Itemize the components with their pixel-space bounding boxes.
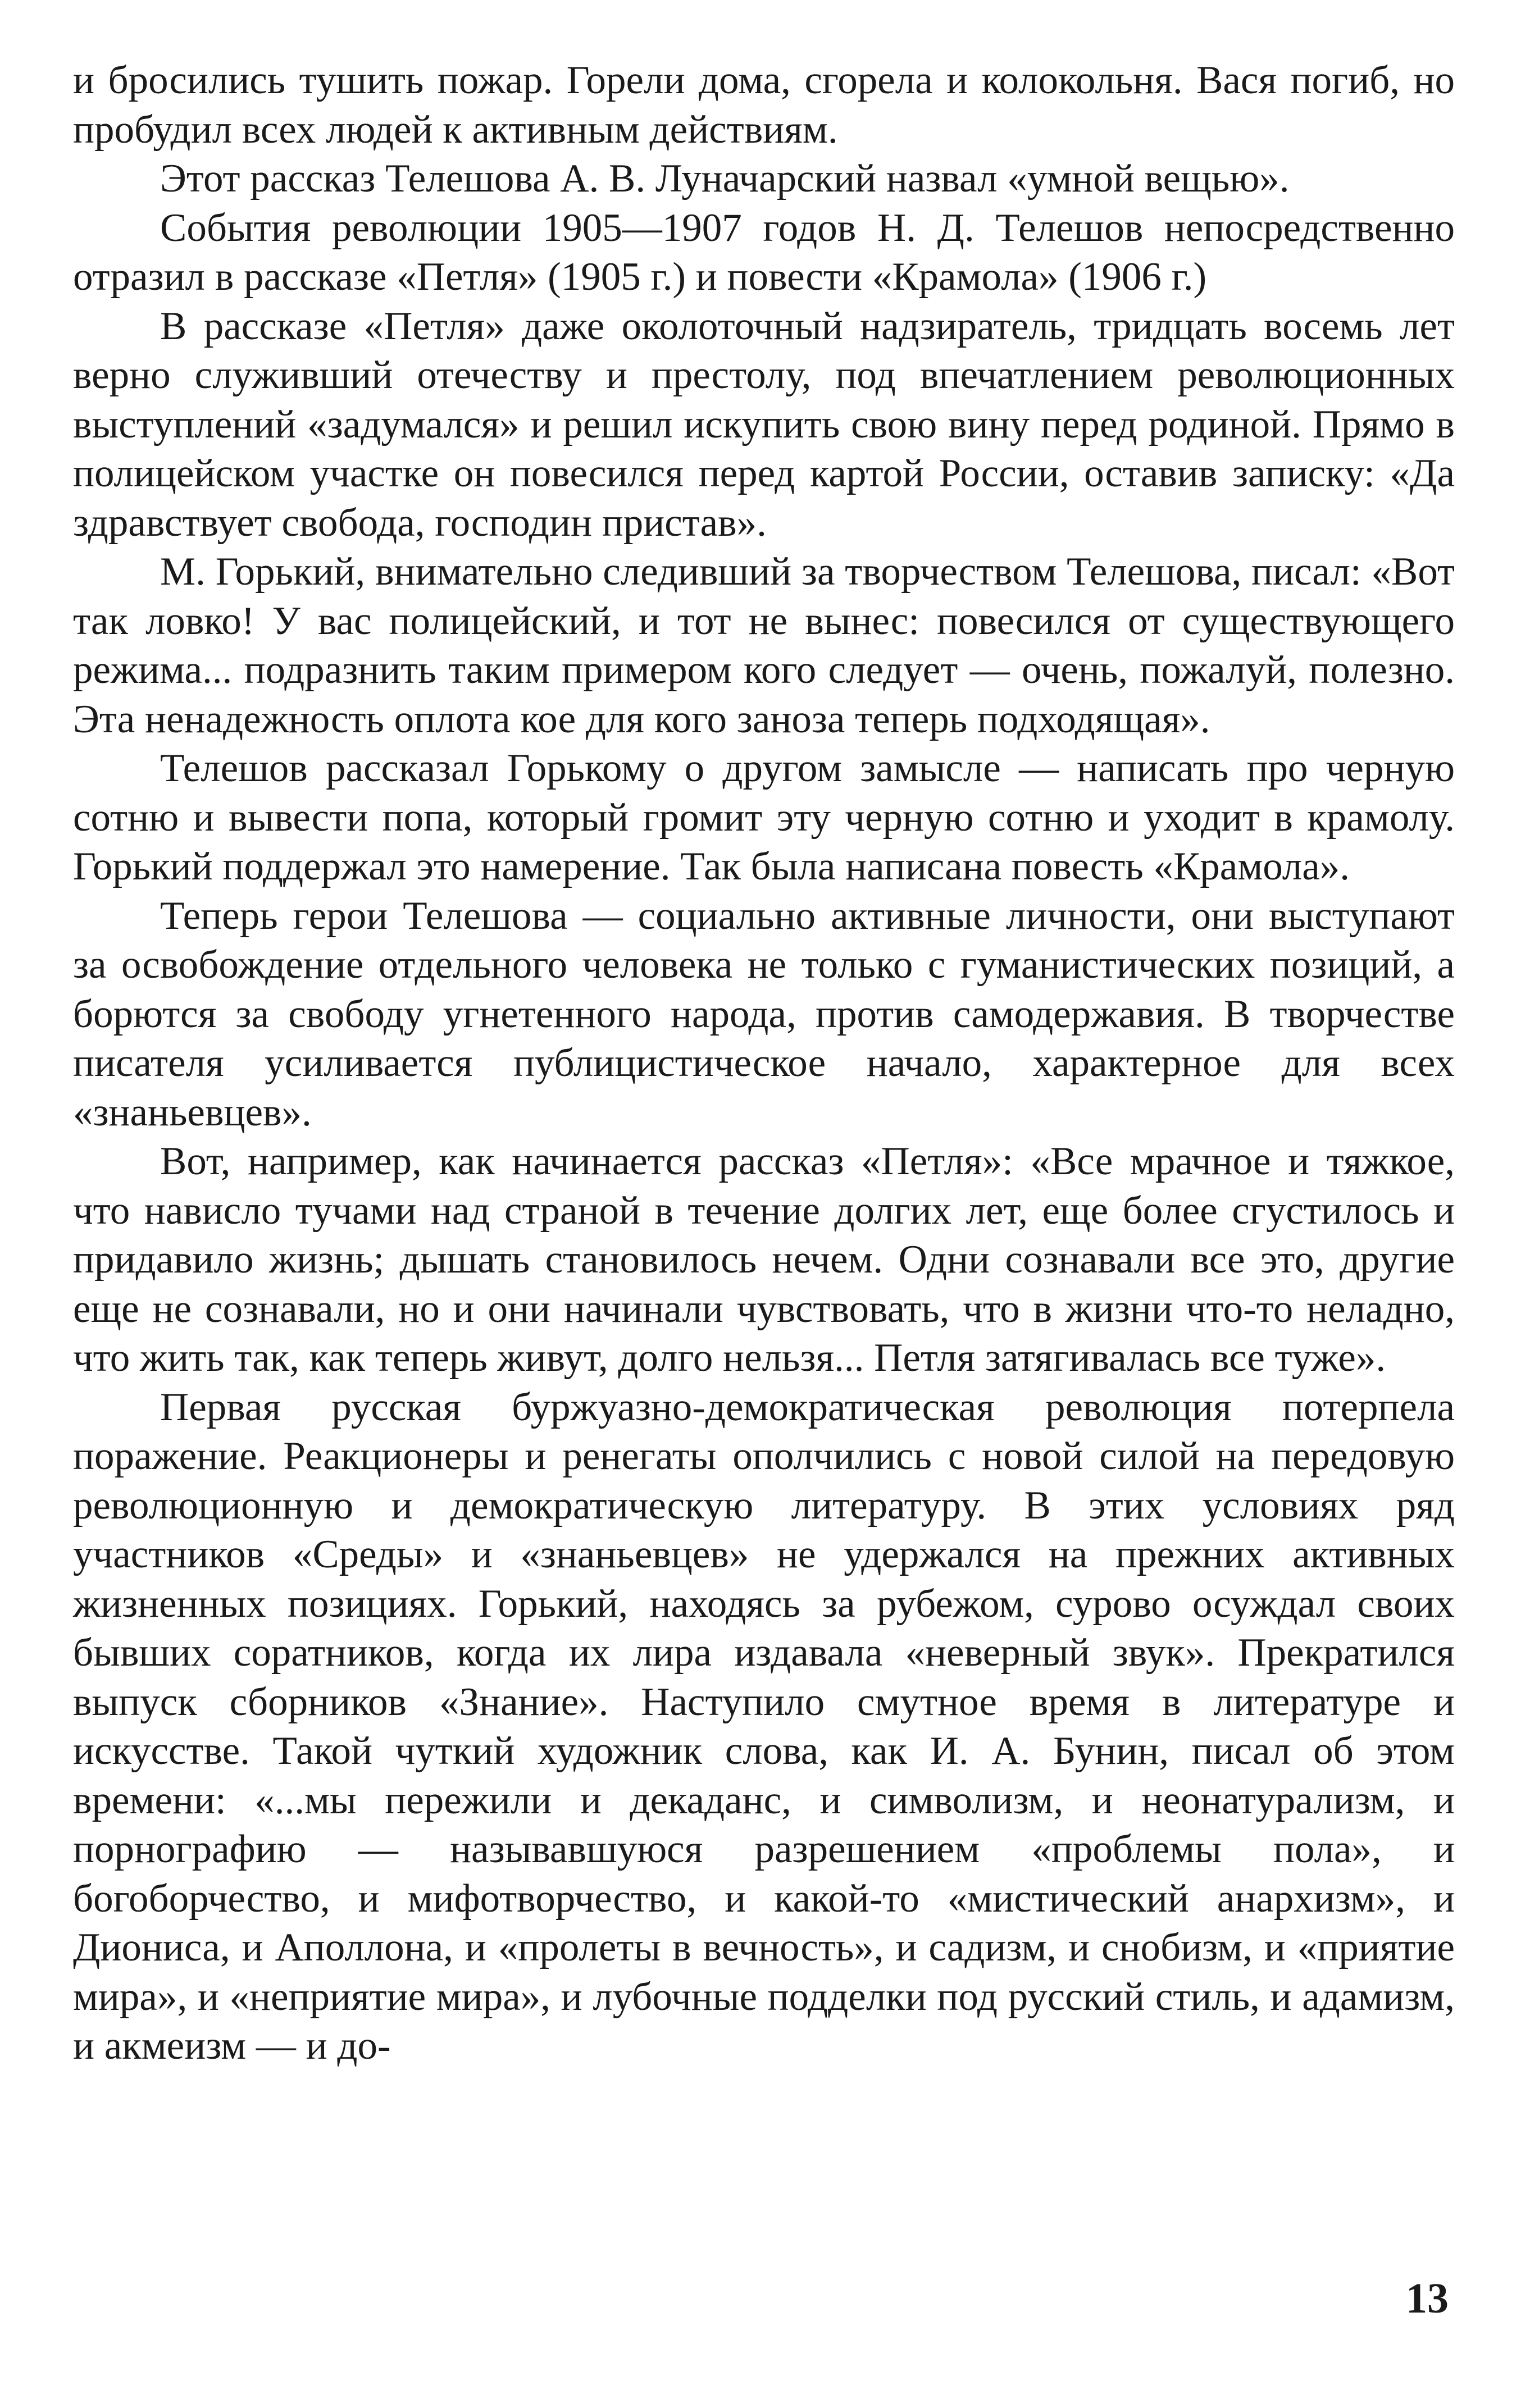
paragraph-continuation: и бросились тушить пожар. Горели дома, сгорела и колокольня. Вася погиб, но пробудил всех людей к активным действиям. xyxy=(73,58,1455,152)
paragraph: Теперь герои Телешова — социально активные личности, они выступают за освобождение отдельного человека не только с гуманистических позиций, а борются за свободу угнетенного народа, против самодержавия. В творчестве писателя усиливается публицистическое начало, характерное для всех «знаньевцев». xyxy=(73,893,1455,1134)
paragraph: Вот, например, как начинается рассказ «Петля»: «Все мрачное и тяжкое, что нависло тучами над страной в течение долгих лет, еще более сгустилось и придавило жизнь; дышать становилось нечем. Одни сознавали все это, другие еще не сознавали, но и они начинали чувствовать, что в жизни что-то неладно, что жить так, как теперь живут, долго нельзя... Петля затягивалась все туже». xyxy=(73,1139,1455,1380)
paragraph: События революции 1905—1907 годов Н. Д. Телешов непосредственно отразил в рассказе «Петля» (1905 г.) и повести «Крамола» (1906 г.) xyxy=(73,206,1455,299)
paragraph: Этот рассказ Телешова А. В. Луначарский назвал «умной вещью». xyxy=(160,157,1290,200)
book-page xyxy=(73,56,1455,2370)
paragraph: М. Горький, внимательно следивший за творчеством Телешова, писал: «Вот так ловко! У вас полицейский, и тот не вынес: повесился от существующего режима... подразнить таким примером кого следует — очень, пожалуй, полезно. Эта ненадежность оплота кое для кого заноза теперь подходящая». xyxy=(73,550,1455,741)
paragraph: В рассказе «Петля» даже околоточный надзиратель, тридцать восемь лет верно служивший отечеству и престолу, под впечатлением революционных выступлений «задумался» и решил искупить свою вину перед родиной. Прямо в полицейском участке он повесился перед картой России, оставив записку: «Да здравствует свобода, господин пристав». xyxy=(73,304,1455,545)
paragraph: Телешов рассказал Горькому о другом замысле — написать про черную сотню и вывести попа, который громит эту черную сотню и уходит в крамолу. Горький поддержал это намерение. Так была написана повесть «Крамола». xyxy=(73,746,1455,888)
page-number: 13 xyxy=(1406,2275,1449,2322)
paragraph: Первая русская буржуазно-демократическая революция потерпела поражение. Реакционеры и ренегаты ополчились с новой силой на передовую революционную и демократическую литературу. В этих условиях ряд участников «Среды» и «знаньевцев» не удержался на прежних активных жизненных позициях. Горький, находясь за рубежом, сурово осуждал своих бывших соратников, когда их лира издавала «неверный звук». Прекратился выпуск сборников «Знание». Наступило смутное время в литературе и искусстве. Такой чуткий художник слова, как И. А. Бунин, писал об этом времени: «...мы пережили и декаданс, и символизм, и неонатурализм, и порнографию — называвшуюся разрешением «проблемы пола», и богоборчество, и мифотворчество, и какой-то «мистический анархизм», и Диониса, и Аполлона, и «пролеты в вечность», и садизм, и снобизм, и «приятие мира», и «неприятие мира», и лубочные подделки под русский стиль, и адамизм, и акмеизм — и до- xyxy=(73,1385,1455,2068)
